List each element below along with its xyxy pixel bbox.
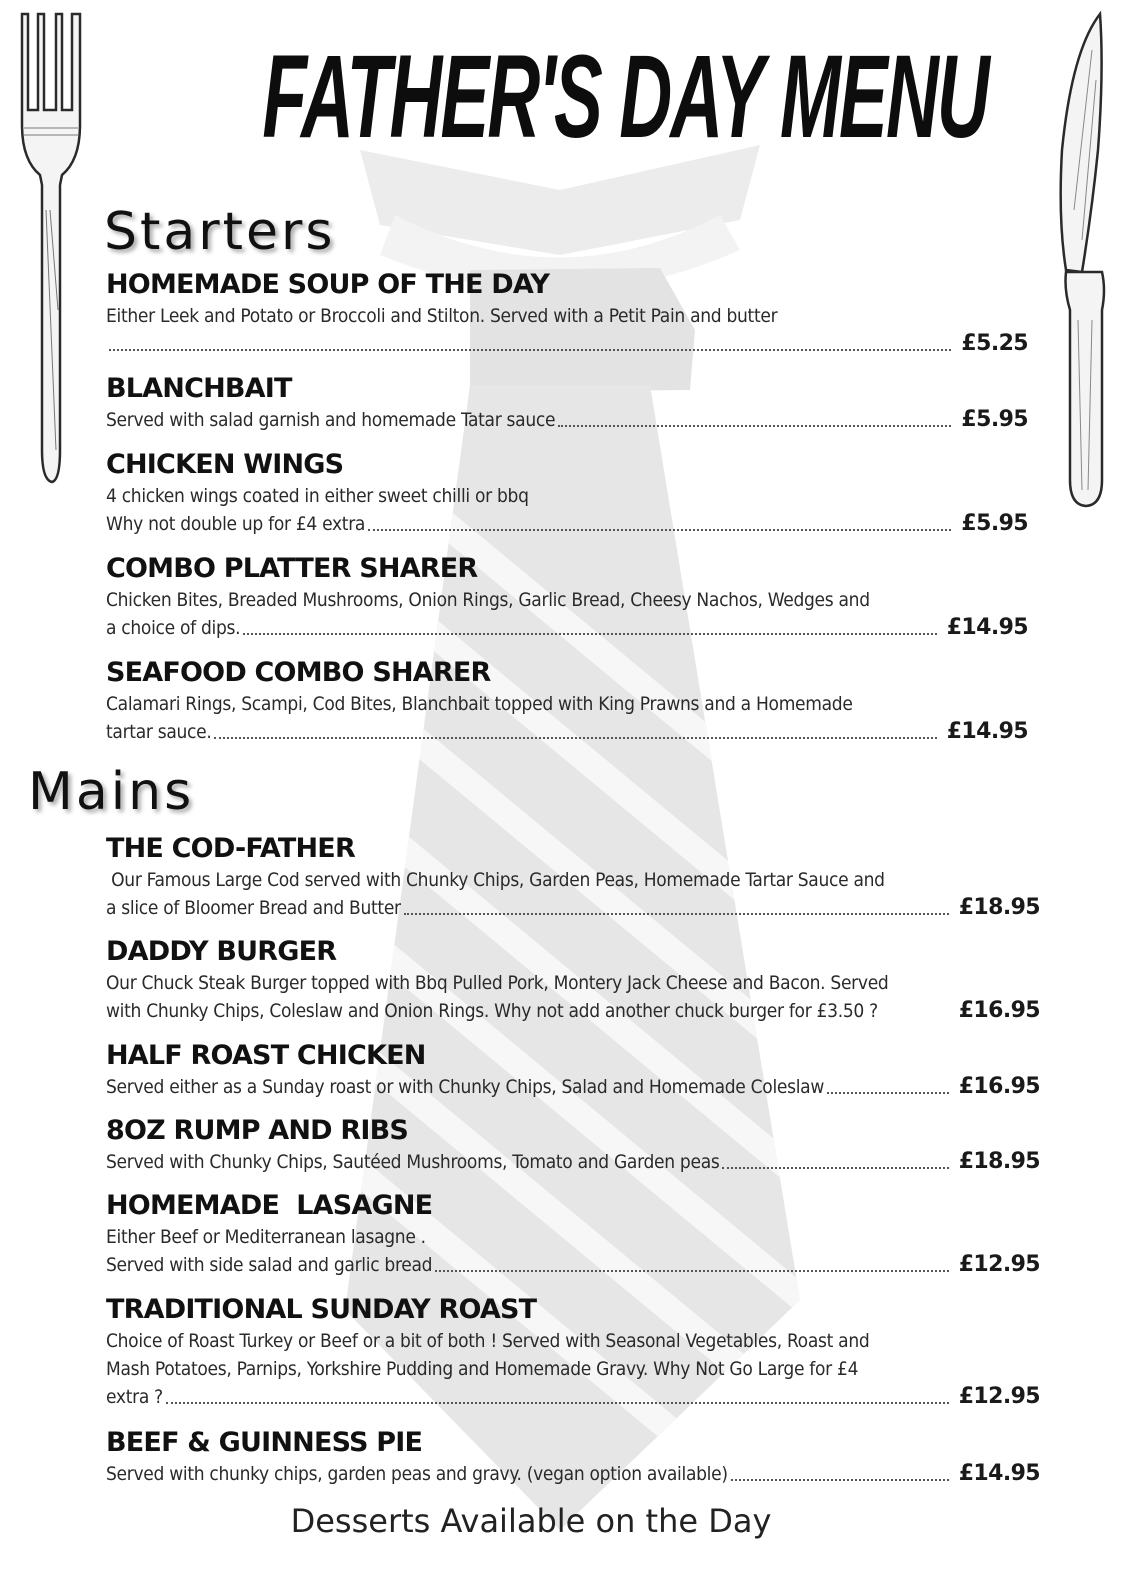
item-price-line: [106, 614, 1028, 642]
item-price: £18.95: [958, 1149, 1040, 1174]
item-description: Chicken Bites, Breaded Mushrooms, Onion Rings, Garlic Bread, Cheesy Nachos, Wedges and: [106, 589, 870, 611]
item-description: extra ?: [106, 1386, 163, 1408]
item-description: Either Beef or Mediterranean lasagne .: [106, 1226, 426, 1248]
item-description: Mash Potatoes, Parnips, Yorkshire Pudding and Homemade Gravy. Why Not Go Large for £4: [106, 1358, 859, 1380]
menu-item-chicken-wings: [106, 448, 1028, 538]
menu-item-soup: [106, 268, 1028, 358]
item-description: 4 chicken wings coated in either sweet chilli or bbq: [106, 485, 529, 507]
item-name: HOMEMADE SOUP OF THE DAY: [106, 269, 550, 300]
dot-leader: [435, 1270, 948, 1272]
item-price: £5.95: [961, 407, 1028, 432]
item-description: Served with salad garnish and homemade Tatar sauce: [106, 409, 556, 431]
item-description: Served with side salad and garlic bread: [106, 1254, 433, 1276]
item-name: BEEF & GUINNESS PIE: [106, 1427, 423, 1458]
starters-heading: Starters: [104, 202, 336, 262]
item-description: a choice of dips.: [106, 617, 241, 639]
item-description: Served either as a Sunday roast or with Chunky Chips, Salad and Homemade Coleslaw: [106, 1076, 825, 1098]
dot-leader: [243, 633, 936, 635]
menu-item-combo-platter: [106, 552, 1028, 642]
item-price: £16.95: [958, 1074, 1040, 1099]
item-price-line: [106, 1251, 1040, 1279]
menu-item-seafood-combo: [106, 656, 1028, 746]
item-description: Calamari Rings, Scampi, Cod Bites, Blanchbait topped with King Prawns and a Homemade: [106, 693, 853, 715]
dot-leader: [827, 1092, 949, 1094]
item-price-line: [106, 894, 1040, 922]
dot-leader: [404, 913, 949, 915]
item-description: with Chunky Chips, Coleslaw and Onion Rings. Why not add another chuck burger for £3.50 ?: [106, 1000, 878, 1022]
item-price-line: [106, 330, 1028, 358]
item-price-line: [106, 406, 1028, 434]
item-name: HALF ROAST CHICKEN: [106, 1040, 426, 1071]
item-name: BLANCHBAIT: [106, 373, 292, 404]
item-price: £12.95: [958, 1252, 1040, 1277]
item-price-line: [106, 1383, 1040, 1411]
dot-leader: [558, 425, 951, 427]
dot-leader: [731, 1479, 949, 1481]
item-name: CHICKEN WINGS: [106, 449, 344, 480]
item-description: Choice of Roast Turkey or Beef or a bit of both ! Served with Seasonal Vegetables, Roast and: [106, 1330, 870, 1352]
item-name: 8OZ RUMP AND RIBS: [106, 1115, 409, 1146]
item-price-line: [106, 997, 1040, 1025]
menu-title: [0, 22, 1122, 172]
item-name: THE COD-FATHER: [106, 833, 355, 864]
item-description: Served with Chunky Chips, Sautéed Mushrooms, Tomato and Garden peas: [106, 1151, 720, 1173]
item-description: tartar sauce.: [106, 721, 212, 743]
item-price-line: [106, 1073, 1040, 1101]
item-description: Either Leek and Potato or Broccoli and Stilton. Served with a Petit Pain and butter: [106, 305, 778, 327]
item-name: COMBO PLATTER SHARER: [106, 553, 478, 584]
item-description: Why not double up for £4 extra: [106, 513, 366, 535]
menu-item-lasagne: [106, 1189, 1040, 1279]
mains-heading: Mains: [28, 762, 195, 822]
item-description: Served with chunky chips, garden peas and gravy. (vegan option available): [106, 1463, 728, 1485]
menu-item-rump-and-ribs: [106, 1114, 1040, 1176]
item-price: £16.95: [958, 998, 1040, 1023]
menu-item-daddy-burger: [106, 935, 1040, 1025]
item-price: £5.25: [961, 331, 1028, 356]
menu-item-blanchbait: [106, 372, 1028, 434]
menu-item-half-roast-chicken: [106, 1039, 1040, 1101]
item-name: HOMEMADE LASAGNE: [106, 1190, 433, 1221]
item-price-line: [106, 1460, 1040, 1488]
menu-item-cod-father: [106, 832, 1040, 922]
menu-item-guinness-pie: [106, 1426, 1040, 1488]
dot-leader: [166, 1402, 949, 1404]
item-description: Our Famous Large Cod served with Chunky Chips, Garden Peas, Homemade Tartar Sauce and: [106, 869, 885, 891]
dot-leader: [109, 349, 951, 351]
item-price-line: [106, 718, 1028, 746]
menu-title-text: FATHER'S DAY MENU: [262, 31, 988, 163]
dot-leader: [368, 529, 951, 531]
item-price: £5.95: [961, 511, 1028, 536]
item-price-line: [106, 1148, 1040, 1176]
item-price: £14.95: [946, 719, 1028, 744]
dot-leader: [214, 737, 936, 739]
item-description: Our Chuck Steak Burger topped with Bbq Pulled Pork, Montery Jack Cheese and Bacon. Served: [106, 972, 889, 994]
item-name: SEAFOOD COMBO SHARER: [106, 657, 491, 688]
item-name: TRADITIONAL SUNDAY ROAST: [106, 1294, 537, 1325]
dot-leader: [722, 1167, 948, 1169]
item-price: £14.95: [946, 615, 1028, 640]
item-price: £18.95: [958, 895, 1040, 920]
item-price: £12.95: [958, 1384, 1040, 1409]
item-price: £14.95: [958, 1461, 1040, 1486]
item-name: DADDY BURGER: [106, 936, 337, 967]
menu-item-sunday-roast: [106, 1293, 1040, 1411]
desserts-note: Desserts Available on the Day: [290, 1502, 772, 1540]
item-price-line: [106, 510, 1028, 538]
item-description: a slice of Bloomer Bread and Butter: [106, 897, 401, 919]
